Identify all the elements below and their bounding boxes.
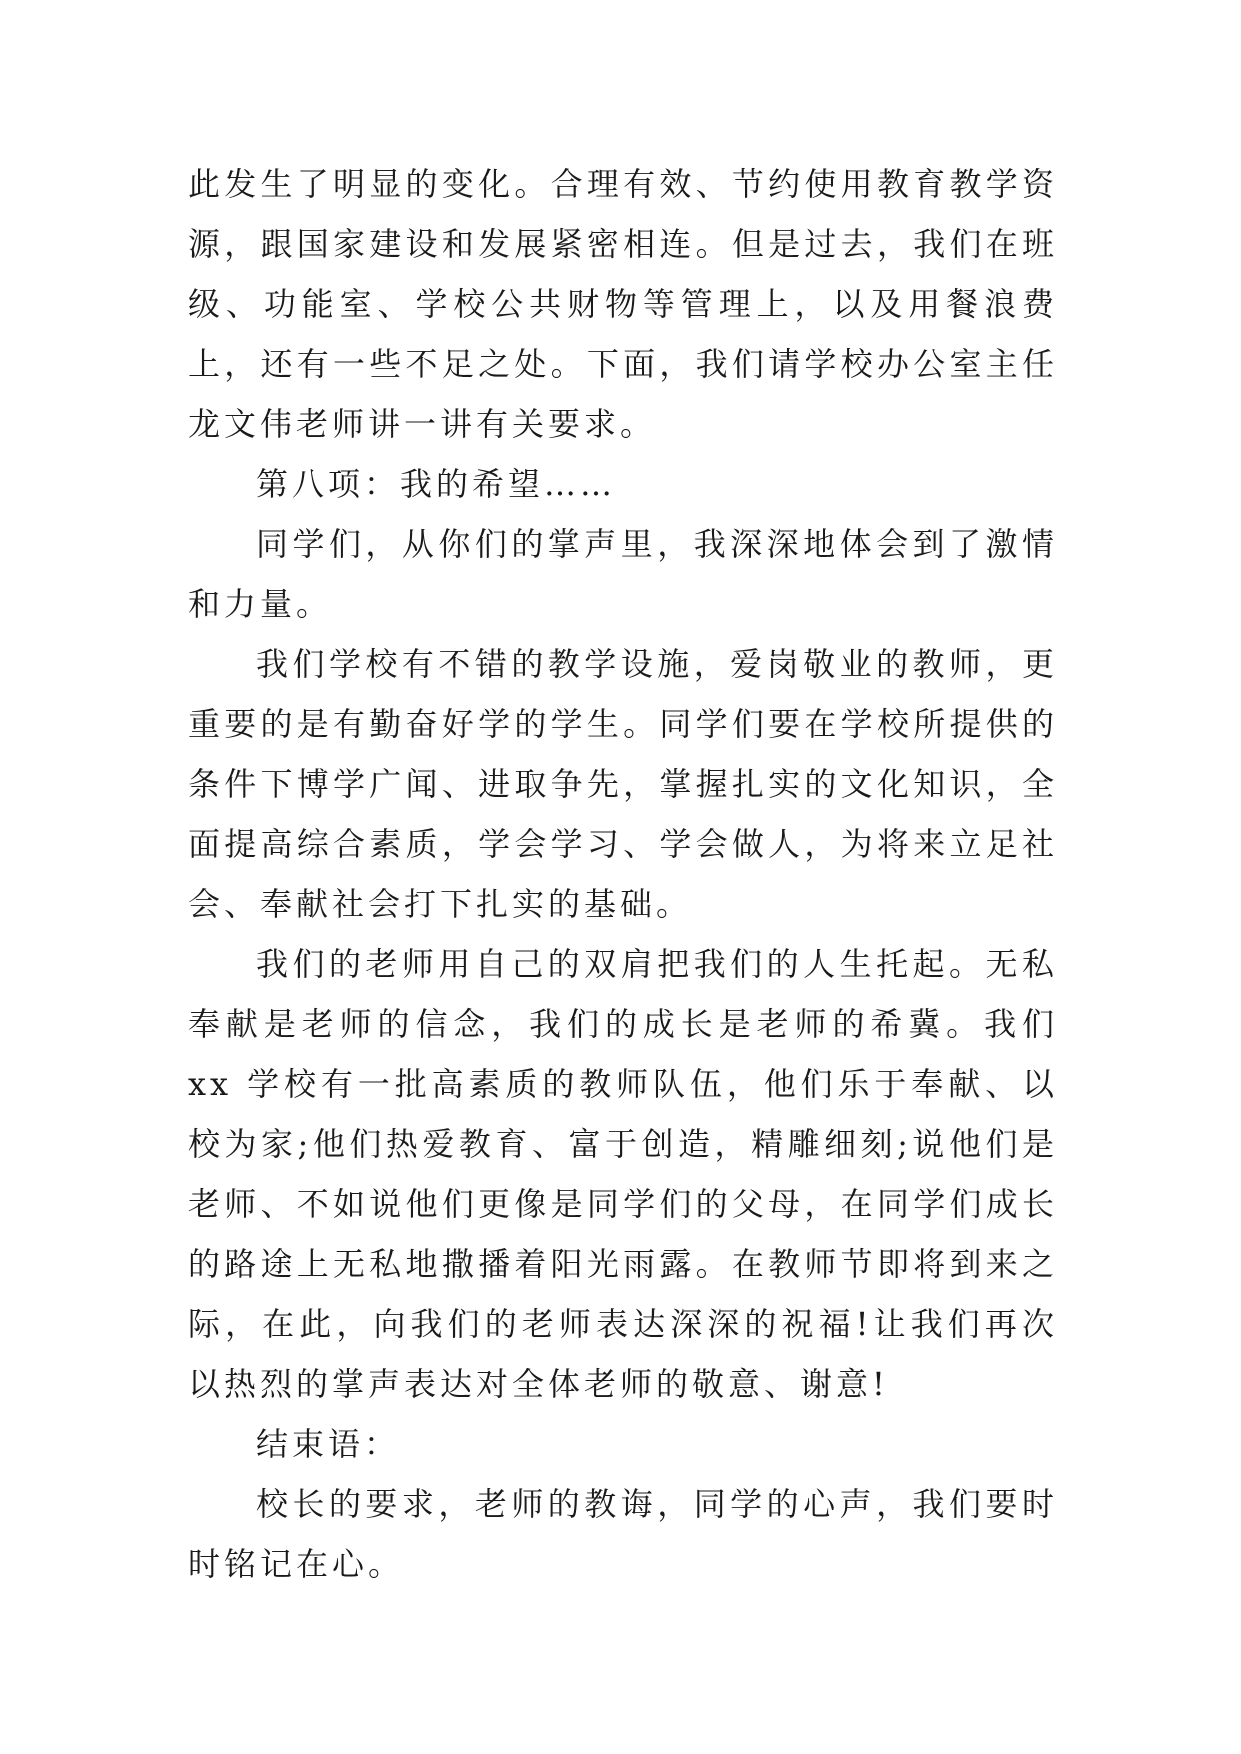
document-body: [188, 154, 1058, 1594]
paragraph-closing: 校长的要求，老师的教诲，同学的心声，我们要时时铭记在心。: [188, 1485, 1058, 1583]
paragraph-resource-usage: 此发生了明显的变化。合理有效、节约使用教育教学资源，跟国家建设和发展紧密相连。但是过去，我们在班级、功能室、学校公共财物等管理上，以及用餐浪费上，还有一些不足之处。下面，我们请学校办公室主任龙文伟老师讲一讲有关要求。: [188, 165, 1058, 443]
heading-item-eight: 第八项：我的希望……: [256, 465, 617, 503]
paragraph-applause: 同学们，从你们的掌声里，我深深地体会到了激情和力量。: [188, 525, 1058, 623]
heading-closing-remarks: 结束语：: [256, 1425, 401, 1463]
paragraph-teachers: 我们的老师用自己的双肩把我们的人生托起。无私奉献是老师的信念，我们的成长是老师的希冀。我们 xx 学校有一批高素质的教师队伍，他们乐于奉献、以校为家;他们热爱教育、富于创造，精雕细刻;说他们是老师、不如说他们更像是同学们的父母，在同学们成长的路途上无私地撒播着阳光雨露。在教师节即将到来之际，在此，向我们的老师表达深深的祝福!让我们再次以热烈的掌声表达对全体老师的敬意、谢意!: [188, 945, 1058, 1403]
paragraph-school-facilities: 我们学校有不错的教学设施，爱岗敬业的教师，更重要的是有勤奋好学的学生。同学们要在学校所提供的条件下博学广闻、进取争先，掌握扎实的文化知识，全面提高综合素质，学会学习、学会做人，为将来立足社会、奉献社会打下扎实的基础。: [188, 645, 1058, 923]
